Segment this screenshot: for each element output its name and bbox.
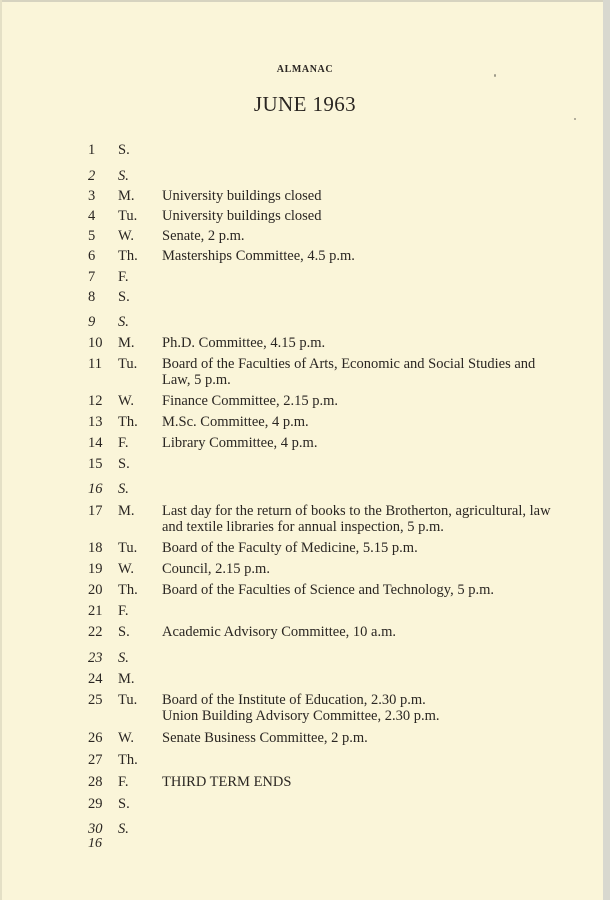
- event-text: THIRD TERM ENDS: [162, 774, 292, 790]
- day-number: 29: [88, 796, 103, 812]
- day-number: 9: [88, 314, 96, 330]
- day-number: 6: [88, 248, 96, 264]
- day-events: [162, 248, 558, 264]
- day-events: [162, 228, 558, 244]
- day-number: 12: [88, 393, 103, 409]
- event-text: M.Sc. Committee, 4 p.m.: [162, 414, 309, 430]
- day-row: [88, 208, 558, 224]
- weekday-abbrev: Th.: [118, 414, 138, 430]
- event-text: University buildings closed: [162, 188, 322, 204]
- day-row: [88, 692, 558, 724]
- day-row: [88, 414, 558, 430]
- day-row: [88, 481, 558, 497]
- weekday-abbrev: S.: [118, 142, 130, 158]
- page-number: 16: [88, 836, 102, 851]
- weekday-abbrev: Th.: [118, 582, 138, 598]
- day-row: [88, 650, 558, 666]
- weekday-abbrev: W.: [118, 393, 134, 409]
- weekday-abbrev: M.: [118, 335, 135, 351]
- weekday-abbrev: F.: [118, 774, 129, 790]
- weekday-abbrev: Tu.: [118, 208, 138, 224]
- day-events: [162, 208, 558, 224]
- day-events: [162, 335, 558, 351]
- day-number: 7: [88, 269, 96, 285]
- day-number: 16: [88, 481, 103, 497]
- day-number: 8: [88, 289, 96, 305]
- weekday-abbrev: W.: [118, 561, 134, 577]
- day-row: [88, 142, 558, 158]
- weekday-abbrev: F.: [118, 269, 129, 285]
- weekday-abbrev: S.: [118, 796, 130, 812]
- day-number: 26: [88, 730, 103, 746]
- day-events: [162, 503, 558, 535]
- day-number: 27: [88, 752, 103, 768]
- day-number: 28: [88, 774, 103, 790]
- day-number: 19: [88, 561, 103, 577]
- day-events: [162, 188, 558, 204]
- day-number: 21: [88, 603, 103, 619]
- day-number: 3: [88, 188, 96, 204]
- day-number: 11: [88, 356, 102, 372]
- weekday-abbrev: W.: [118, 730, 134, 746]
- weekday-abbrev: Th.: [118, 248, 138, 264]
- weekday-abbrev: F.: [118, 435, 129, 451]
- calendar-entries: [88, 137, 558, 837]
- day-number: 22: [88, 624, 103, 640]
- event-text: Last day for the return of books to the Brotherton, agricultural, law and textile libraries for annual inspection, 5 p.m.: [162, 503, 551, 535]
- day-row: [88, 335, 558, 351]
- day-events: [162, 624, 558, 640]
- page-left-edge: [0, 0, 2, 900]
- day-row: [88, 456, 558, 472]
- day-number: 2: [88, 168, 96, 184]
- event-text: Board of the Faculties of Arts, Economic and Social Studies and Law, 5 p.m.: [162, 356, 536, 388]
- weekday-abbrev: S.: [118, 821, 129, 837]
- event-text: Academic Advisory Committee, 10 a.m.: [162, 624, 396, 640]
- day-number: 17: [88, 503, 103, 519]
- day-row: [88, 624, 558, 640]
- day-row: [88, 730, 558, 746]
- weekday-abbrev: S.: [118, 650, 129, 666]
- event-text: Board of the Institute of Education, 2.30 p.m.: [162, 692, 426, 708]
- weekday-abbrev: S.: [118, 481, 129, 497]
- day-number: 5: [88, 228, 96, 244]
- event-text: Ph.D. Committee, 4.15 p.m.: [162, 335, 326, 351]
- day-row: [88, 603, 558, 619]
- event-text: University buildings closed: [162, 208, 322, 224]
- weekday-abbrev: S.: [118, 168, 129, 184]
- day-row: [88, 752, 558, 768]
- event-text: Senate, 2 p.m.: [162, 228, 245, 244]
- day-number: 24: [88, 671, 103, 687]
- month-title: JUNE 1963: [253, 92, 357, 116]
- running-head: ALMANAC: [276, 64, 334, 75]
- event-text: Council, 2.15 p.m.: [162, 561, 270, 577]
- weekday-abbrev: S.: [118, 314, 129, 330]
- day-events: [162, 561, 558, 577]
- event-text: Finance Committee, 2.15 p.m.: [162, 393, 338, 409]
- paper-speck: [494, 74, 496, 77]
- day-row: [88, 503, 558, 535]
- day-row: [88, 435, 558, 451]
- day-events: [162, 356, 558, 388]
- event-text: Board of the Faculty of Medicine, 5.15 p.m.: [162, 540, 418, 556]
- day-number: 10: [88, 335, 103, 351]
- weekday-abbrev: S.: [118, 456, 130, 472]
- day-row: [88, 228, 558, 244]
- day-number: 1: [88, 142, 96, 158]
- day-row: [88, 188, 558, 204]
- weekday-abbrev: Tu.: [118, 692, 138, 708]
- weekday-abbrev: Tu.: [118, 540, 138, 556]
- day-number: 23: [88, 650, 103, 666]
- event-text: Board of the Faculties of Science and Technology, 5 p.m.: [162, 582, 494, 598]
- weekday-abbrev: F.: [118, 603, 129, 619]
- day-row: [88, 540, 558, 556]
- day-events: [162, 435, 558, 451]
- day-events: [162, 393, 558, 409]
- page-right-edge: [603, 0, 610, 900]
- weekday-abbrev: W.: [118, 228, 134, 244]
- day-number: 30: [88, 821, 103, 837]
- day-events: [162, 414, 558, 430]
- day-events: [162, 692, 558, 724]
- weekday-abbrev: S.: [118, 624, 130, 640]
- day-row: [88, 796, 558, 812]
- day-number: 4: [88, 208, 96, 224]
- day-number: 15: [88, 456, 103, 472]
- day-row: [88, 168, 558, 184]
- day-number: 18: [88, 540, 103, 556]
- day-row: [88, 269, 558, 285]
- day-row: [88, 561, 558, 577]
- weekday-abbrev: M.: [118, 188, 135, 204]
- day-number: 20: [88, 582, 103, 598]
- day-number: 13: [88, 414, 103, 430]
- weekday-abbrev: Th.: [118, 752, 138, 768]
- weekday-abbrev: M.: [118, 671, 135, 687]
- event-text: Masterships Committee, 4.5 p.m.: [162, 248, 355, 264]
- day-row: [88, 393, 558, 409]
- weekday-abbrev: Tu.: [118, 356, 138, 372]
- day-row: [88, 248, 558, 264]
- day-events: [162, 730, 558, 746]
- day-events: [162, 774, 558, 790]
- event-text: Library Committee, 4 p.m.: [162, 435, 318, 451]
- paper-speck: [574, 118, 576, 120]
- event-text: Union Building Advisory Committee, 2.30 p.m.: [162, 708, 440, 724]
- day-number: 25: [88, 692, 103, 708]
- day-row: [88, 289, 558, 305]
- day-row: [88, 314, 558, 330]
- day-number: 14: [88, 435, 103, 451]
- day-events: [162, 540, 558, 556]
- day-row: [88, 582, 558, 598]
- event-text: Senate Business Committee, 2 p.m.: [162, 730, 368, 746]
- day-row: [88, 671, 558, 687]
- day-row: [88, 774, 558, 790]
- day-row: [88, 356, 558, 388]
- day-events: [162, 582, 558, 598]
- weekday-abbrev: M.: [118, 503, 135, 519]
- day-row: [88, 821, 558, 837]
- weekday-abbrev: S.: [118, 289, 130, 305]
